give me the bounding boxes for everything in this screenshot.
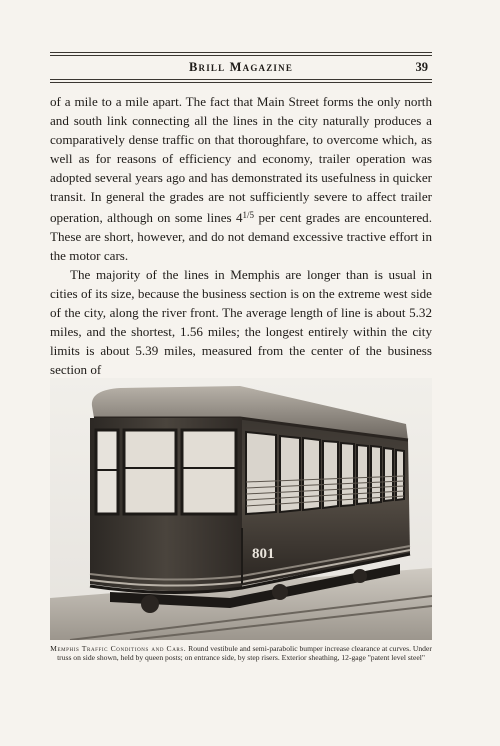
header-rule-bottom-inner xyxy=(50,79,432,80)
article-body xyxy=(50,93,432,380)
grade-fraction: 1/5 xyxy=(242,210,255,221)
page-number: 39 xyxy=(415,60,428,74)
photo-caption xyxy=(50,644,432,662)
paragraph-1-text-a: of a mile to a mile apart. The fact that Main Street forms the only north and south link connecting all the lines in the city naturally produces a comparatively dense traffic on that thoroughfare, to overcome which, as well as for reasons of efficiency and economy, trailer operation was adopted several years ago and has demonstrated its usefulness in quicker transit. In general the grades are not sufficiently severe to affect trailer operation, although on some lines 4 xyxy=(50,94,432,226)
streetcar-illustration xyxy=(50,378,432,640)
running-title: Brill Magazine xyxy=(188,60,294,74)
car-number: 801 xyxy=(252,546,275,562)
streetcar-photograph xyxy=(50,378,432,640)
paragraph-1 xyxy=(50,93,432,266)
caption-lead: Memphis Traffic Conditions and Cars. xyxy=(50,644,187,653)
caption-text: Round vestibule and semi-parabolic bumper increase clearance at curves. Under truss on side shown, held by queen posts; on entrance side, by step risers. Exterior sheathing, 12-gage "patent level steel" xyxy=(57,644,432,663)
header-rule-bottom xyxy=(50,82,432,83)
header-rule-top-inner xyxy=(50,55,432,56)
header-rule-top xyxy=(50,52,432,53)
paragraph-1-text-b: per cent grades are encountered. These are short, however, and do not demand excessive tractive effort in the motor cars. xyxy=(50,210,432,264)
paragraph-2: The majority of the lines in Memphis are longer than is usual in cities of its size, because the business section is on the extreme west side of the city, along the river front. The average length of line is about 5.32 miles, and the shortest, 1.56 miles; the longest entirely within the city limits is about 5.39 miles, measured from the center of the business section of xyxy=(50,267,432,377)
running-header xyxy=(50,58,432,78)
